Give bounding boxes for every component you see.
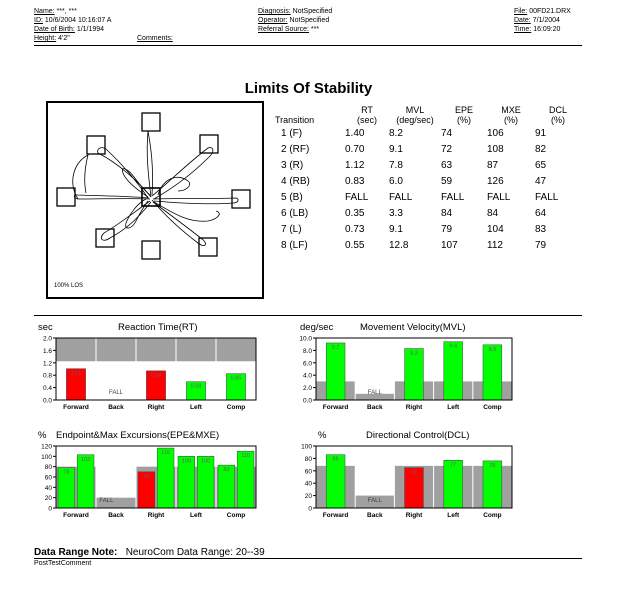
value-cell: FALL — [487, 191, 511, 203]
col-header-dcl: DCL (%) — [548, 105, 567, 125]
value-cell: 65 — [535, 159, 547, 171]
patient-height: Height: 4'2" — [34, 35, 70, 42]
y-tick-label: 60 — [304, 468, 312, 476]
value-cell: 7.8 — [389, 159, 403, 171]
y-tick-label: 60 — [44, 474, 52, 482]
value-cell: 9.1 — [389, 223, 403, 235]
table-header-row — [275, 101, 581, 125]
value-cell: 82 — [535, 143, 547, 155]
value-bar — [444, 342, 463, 400]
fall-label: FALL — [367, 390, 382, 396]
x-tick-label: Right — [147, 404, 165, 411]
value-value-label: 8.9 — [488, 346, 497, 353]
transition-cell: 8 (LF) — [281, 239, 308, 251]
value-bar — [483, 345, 502, 400]
mvl-chart-title: Movement Velocity(MVL) — [360, 322, 466, 333]
patient-name: Name: ***, *** — [34, 8, 77, 15]
value-cell: 83 — [535, 223, 547, 235]
value-cell: 9.1 — [389, 143, 403, 155]
y-tick-label: 2.0 — [302, 385, 312, 393]
transition-cell: 7 (L) — [281, 223, 302, 235]
table-row — [275, 189, 581, 205]
value-value-label: 86 — [332, 456, 339, 463]
x-tick-label: Comp — [226, 404, 246, 411]
x-tick-label: Comp — [483, 512, 502, 519]
excursion-chart-title: Endpoint&Max Excursions(EPE&MXE) — [56, 430, 220, 441]
dcl-chart-title: Directional Control(DCL) — [366, 430, 470, 441]
x-tick-label: Left — [190, 512, 202, 519]
target-back — [142, 241, 160, 259]
operator: Operator: NotSpecified — [258, 17, 330, 24]
y-tick-label: 6.0 — [302, 360, 312, 368]
y-tick-label: 0.4 — [42, 385, 52, 393]
transition-cell: 2 (RF) — [281, 143, 310, 155]
header-divider — [34, 45, 582, 46]
table-row — [275, 173, 581, 189]
patient-id: ID: 10/6/2004 10:16:07 A — [34, 17, 112, 24]
value-cell: 12.8 — [389, 239, 409, 251]
normal-range-zone — [176, 338, 216, 361]
target-left-back — [96, 229, 114, 247]
normal-range-zone — [136, 338, 176, 361]
x-tick-label: Forward — [63, 404, 89, 411]
y-tick-label: 40 — [304, 480, 312, 488]
mxe-bar — [157, 448, 174, 508]
diagnosis: Diagnosis: NotSpecified — [258, 8, 333, 15]
value-cell: 87 — [487, 159, 499, 171]
value-cell: 0.55 — [345, 239, 365, 251]
value-cell: 0.83 — [345, 175, 365, 187]
normal-range-zone — [216, 338, 256, 361]
table-row — [275, 157, 581, 173]
value-cell: 8.2 — [389, 127, 403, 139]
value-cell: 79 — [535, 239, 547, 251]
value-cell: 79 — [441, 223, 453, 235]
normal-range-zone — [96, 338, 136, 361]
mvl-unit: deg/sec — [300, 322, 334, 333]
y-tick-label: 8.0 — [302, 347, 312, 355]
mxe-bar — [237, 451, 254, 508]
file-name: File: 00FD21.DRX — [514, 8, 571, 15]
footer-divider — [34, 558, 582, 559]
value-cell: 107 — [441, 239, 458, 251]
patient-dob: Date of Birth: 1/1/1994 — [34, 26, 105, 33]
target-forward — [142, 113, 160, 131]
value-value-label: 8.3 — [410, 350, 418, 357]
dcl-chart — [296, 442, 536, 532]
value-cell: 47 — [535, 175, 547, 187]
value-cell: FALL — [535, 191, 559, 203]
target-left-forward — [87, 136, 105, 154]
value-cell: FALL — [441, 191, 465, 203]
comments-field: Comments: — [137, 35, 173, 42]
target-right-back — [199, 238, 217, 256]
referral-source: Referral Source: *** — [258, 26, 320, 33]
table-row — [275, 125, 581, 141]
epe-value-label: 78 — [63, 469, 70, 476]
transition-cell: 6 (LB) — [281, 207, 309, 219]
target-right — [232, 190, 250, 208]
mxe-value-label: 100 — [201, 458, 211, 465]
transition-cell: 3 (R) — [281, 159, 304, 171]
rt-chart-title: Reaction Time(RT) — [118, 322, 198, 333]
value-value-label: 1.01 — [70, 370, 82, 377]
x-tick-label: Comp — [226, 512, 246, 519]
transition-cell: 5 (B) — [281, 191, 303, 203]
value-bar — [326, 343, 345, 400]
x-tick-label: Right — [405, 404, 423, 411]
col-header-rt: RT (sec) — [357, 105, 377, 125]
y-tick-label: 0 — [308, 505, 312, 513]
value-cell: 64 — [535, 207, 547, 219]
col-header-mxe: MXE (%) — [501, 105, 521, 125]
x-tick-label: Back — [367, 512, 383, 519]
x-tick-label: Forward — [322, 512, 349, 519]
mxe-value-label: 116 — [161, 450, 170, 457]
fall-label: FALL — [99, 498, 114, 504]
y-tick-label: 0.0 — [302, 397, 312, 405]
value-cell: 1.12 — [345, 159, 365, 171]
target-left — [57, 188, 75, 206]
value-cell: FALL — [389, 191, 413, 203]
test-date: Date: 7/1/2004 — [514, 17, 560, 24]
y-tick-label: 1.6 — [42, 347, 52, 355]
los-scale-label: 100% LOS — [54, 283, 84, 289]
epe-value-label: 70 — [143, 473, 150, 480]
value-value-label: 9.4 — [449, 343, 458, 350]
y-tick-label: 120 — [41, 443, 52, 451]
table-row — [275, 205, 581, 221]
value-cell: FALL — [345, 191, 369, 203]
mxe-value-label: 103 — [81, 456, 91, 463]
value-cell: 72 — [441, 143, 453, 155]
test-time: Time: 16:09:20 — [514, 26, 561, 33]
value-value-label: 0.85 — [230, 375, 242, 382]
col-header-mvl: MVL (deg/sec) — [396, 105, 434, 125]
value-cell: 59 — [441, 175, 453, 187]
y-tick-label: 40 — [44, 484, 52, 492]
x-tick-label: Left — [190, 404, 202, 411]
col-header-transition: Transition — [275, 115, 315, 125]
y-tick-label: 0.8 — [42, 372, 52, 380]
y-tick-label: 2.0 — [42, 335, 52, 343]
y-tick-label: 80 — [44, 464, 52, 472]
col-header-epe: EPE (%) — [454, 105, 473, 125]
fall-label: FALL — [367, 498, 382, 504]
y-tick-label: 20 — [44, 495, 52, 503]
rt-unit: sec — [38, 322, 53, 333]
excursion-unit: % — [38, 430, 47, 441]
value-cell: 0.73 — [345, 223, 365, 235]
transition-cell: 1 (F) — [281, 127, 303, 139]
mxe-value-label: 110 — [241, 453, 250, 460]
table-body — [275, 125, 581, 253]
fall-label: FALL — [108, 390, 124, 396]
data-range-note: Data Range Note: NeuroCom Data Range: 20--39 — [34, 547, 265, 558]
x-tick-label: Comp — [483, 404, 502, 411]
value-cell: 91 — [535, 127, 547, 139]
y-tick-label: 0.0 — [42, 397, 52, 405]
y-tick-label: 80 — [304, 455, 312, 463]
table-row — [275, 141, 581, 157]
value-value-label: 76 — [489, 462, 496, 469]
x-tick-label: Right — [147, 512, 165, 519]
y-tick-label: 1.2 — [42, 360, 52, 368]
y-tick-label: 0 — [48, 505, 52, 513]
mvl-chart — [296, 334, 536, 424]
x-tick-label: Back — [108, 404, 124, 411]
rt-chart — [36, 334, 286, 424]
value-cell: 84 — [487, 207, 499, 219]
value-cell: 106 — [487, 127, 504, 139]
los-trace-svg — [48, 103, 262, 297]
value-cell: 63 — [441, 159, 453, 171]
value-cell: 0.70 — [345, 143, 365, 155]
epe-value-label: 100 — [181, 458, 191, 465]
target-right-forward — [200, 135, 218, 153]
table-row — [275, 237, 581, 253]
epe-value-label: 83 — [223, 467, 230, 474]
y-tick-label: 100 — [41, 453, 52, 461]
x-tick-label: Back — [367, 404, 383, 411]
section-divider — [34, 315, 582, 316]
value-cell: 3.3 — [389, 207, 403, 219]
value-cell: 74 — [441, 127, 453, 139]
value-value-label: 0.94 — [150, 372, 162, 379]
dcl-unit: % — [318, 430, 327, 441]
page-title: Limits Of Stability — [244, 80, 373, 97]
table-row — [275, 221, 581, 237]
value-cell: 1.40 — [345, 127, 365, 139]
value-cell: 104 — [487, 223, 504, 235]
y-tick-label: 4.0 — [302, 372, 312, 380]
los-results-table — [275, 101, 581, 253]
los-trace-plot — [46, 101, 264, 299]
value-value-label: 9.2 — [331, 344, 340, 351]
post-test-comment: PostTestComment — [34, 560, 92, 567]
x-tick-label: Right — [405, 512, 423, 519]
x-tick-label: Left — [447, 404, 460, 411]
x-tick-label: Forward — [63, 512, 89, 519]
normal-range-zone — [56, 338, 96, 361]
value-cell: 108 — [487, 143, 504, 155]
y-tick-label: 10.0 — [299, 335, 312, 343]
value-cell: 112 — [487, 239, 503, 251]
value-cell: 126 — [487, 175, 504, 187]
value-cell: 6.0 — [389, 175, 403, 187]
transition-cell: 4 (RB) — [281, 175, 310, 187]
excursion-chart — [36, 442, 286, 532]
x-tick-label: Left — [447, 512, 460, 519]
value-cell: 0.35 — [345, 207, 365, 219]
y-tick-label: 20 — [304, 493, 312, 501]
y-tick-label: 100 — [301, 443, 312, 451]
value-value-label: 0.59 — [190, 383, 202, 390]
x-tick-label: Back — [108, 512, 124, 519]
value-value-label: 65 — [410, 469, 418, 476]
x-tick-label: Forward — [322, 404, 349, 411]
value-value-label: 77 — [450, 462, 457, 469]
value-cell: 84 — [441, 207, 453, 219]
